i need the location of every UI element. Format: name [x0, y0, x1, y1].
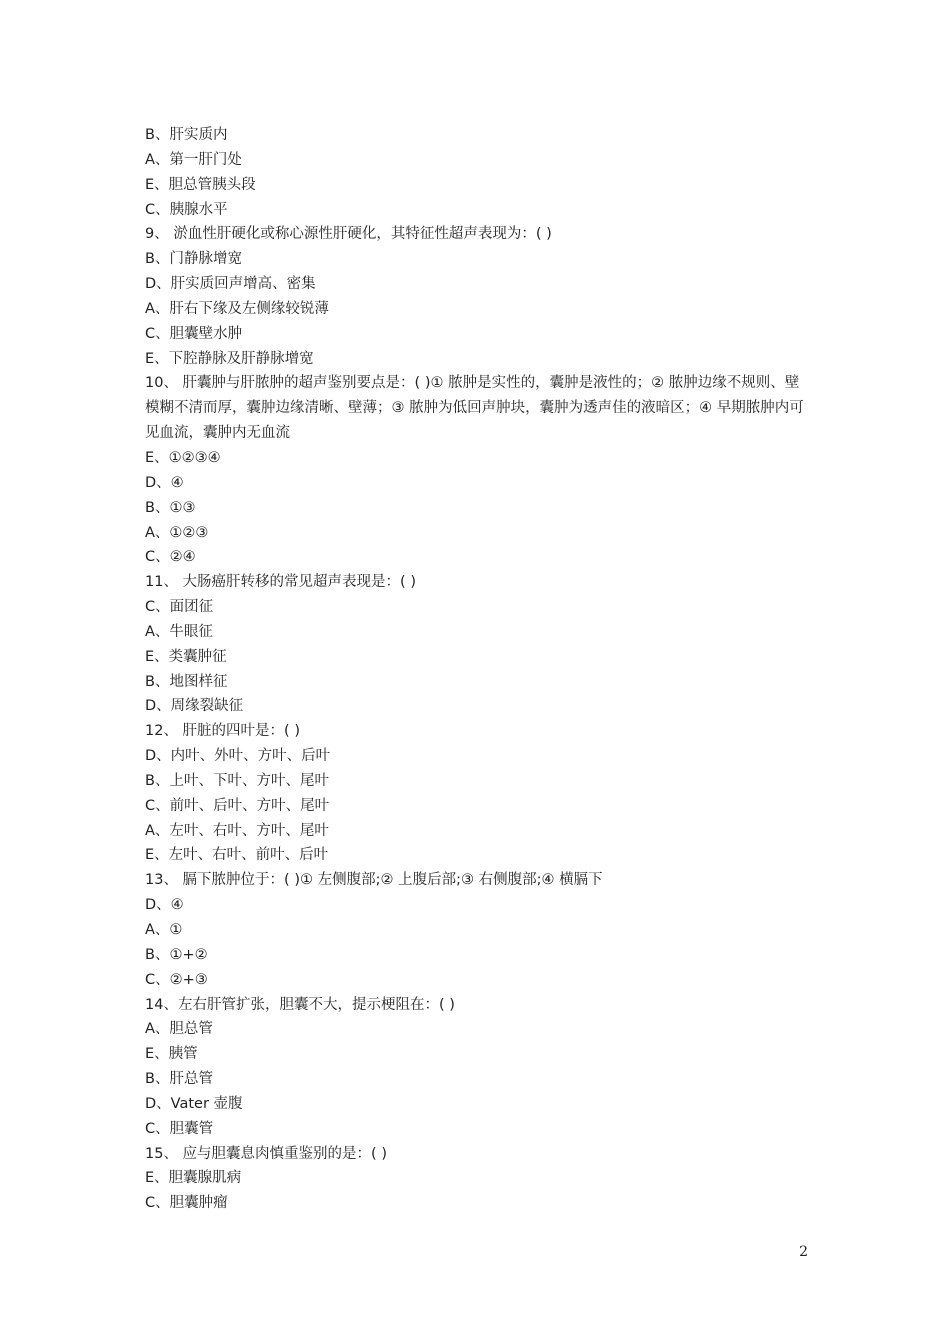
- question-11: 11、 大肠癌肝转移的常见超声表现是：( ): [145, 574, 416, 591]
- option-line: D、周缘裂缺征: [145, 698, 244, 715]
- option-line: E、下腔静脉及肝静脉增宽: [145, 350, 314, 367]
- page-number: 2: [799, 1244, 808, 1260]
- option-line: A、牛眼征: [145, 623, 213, 640]
- question-15: 15、 应与胆囊息肉慎重鉴别的是：( ): [145, 1145, 387, 1162]
- option-line: C、②④: [145, 549, 196, 566]
- option-line: B、上叶、下叶、方叶、尾叶: [145, 772, 329, 789]
- option-line: E、左叶、右叶、前叶、后叶: [145, 847, 329, 864]
- option-line: B、门静脉增宽: [145, 251, 242, 268]
- option-line: A、胆总管: [145, 1021, 213, 1038]
- option-line: A、肝右下缘及左侧缘较锐薄: [145, 300, 329, 317]
- option-line: D、肝实质回声增高、密集: [145, 276, 316, 293]
- option-line: A、①: [145, 922, 183, 938]
- option-line: B、①③: [145, 499, 196, 516]
- option-line: D、内叶、外叶、方叶、后叶: [145, 748, 331, 765]
- option-line: C、胰腺水平: [145, 201, 228, 218]
- option-line: C、胆囊管: [145, 1120, 214, 1137]
- option-line: D、Vater 壶腹: [145, 1095, 243, 1112]
- option-line: C、②+③: [145, 971, 208, 988]
- option-line: C、胆囊壁水肿: [145, 325, 243, 342]
- option-line: E、胰管: [145, 1046, 198, 1063]
- option-line: D、④: [145, 897, 184, 914]
- option-line: B、肝实质内: [145, 127, 228, 143]
- question-9: 9、 淤血性肝硬化或称心源性肝硬化，其特征性超声表现为：( ): [145, 226, 552, 243]
- option-line: B、①+②: [145, 946, 208, 963]
- option-line: E、胆囊腺肌病: [145, 1170, 242, 1187]
- option-line: D、④: [145, 474, 184, 491]
- question-12: 12、 肝脏的四叶是：( ): [145, 723, 300, 740]
- option-line: B、地图样征: [145, 673, 228, 690]
- option-line: C、面团征: [145, 599, 214, 616]
- option-line: E、类囊肿征: [145, 648, 227, 665]
- question-13: 13、 膈下脓肿位于：( )① 左侧腹部;② 上腹后部;③ 右侧腹部;④ 横膈下: [145, 872, 603, 889]
- option-line: B、肝总管: [145, 1071, 213, 1088]
- option-line: A、左叶、右叶、方叶、尾叶: [145, 822, 329, 839]
- option-line: A、第一肝门处: [145, 151, 242, 168]
- question-10: 10、 肝囊肿与肝脓肿的超声鉴别要点是：( )① 脓肿是实性的，囊肿是液性的；② 脓肿边缘不规则、壁模糊不清而厚，囊肿边缘清晰、壁薄；③ 脓肿为低回声肿块，囊肿为透声佳的液暗区；④ 早期脓肿内可见血流，囊肿内无血流: [145, 375, 804, 442]
- option-line: C、胆囊肿瘤: [145, 1195, 228, 1212]
- option-line: A、①②③: [145, 524, 209, 541]
- document-body: [145, 123, 810, 1216]
- option-line: C、前叶、后叶、方叶、尾叶: [145, 797, 330, 814]
- question-14: 14、左右肝管扩张，胆囊不大，提示梗阻在：( ): [145, 996, 455, 1013]
- option-line: E、①②③④: [145, 449, 221, 466]
- option-line: E、胆总管胰头段: [145, 176, 256, 193]
